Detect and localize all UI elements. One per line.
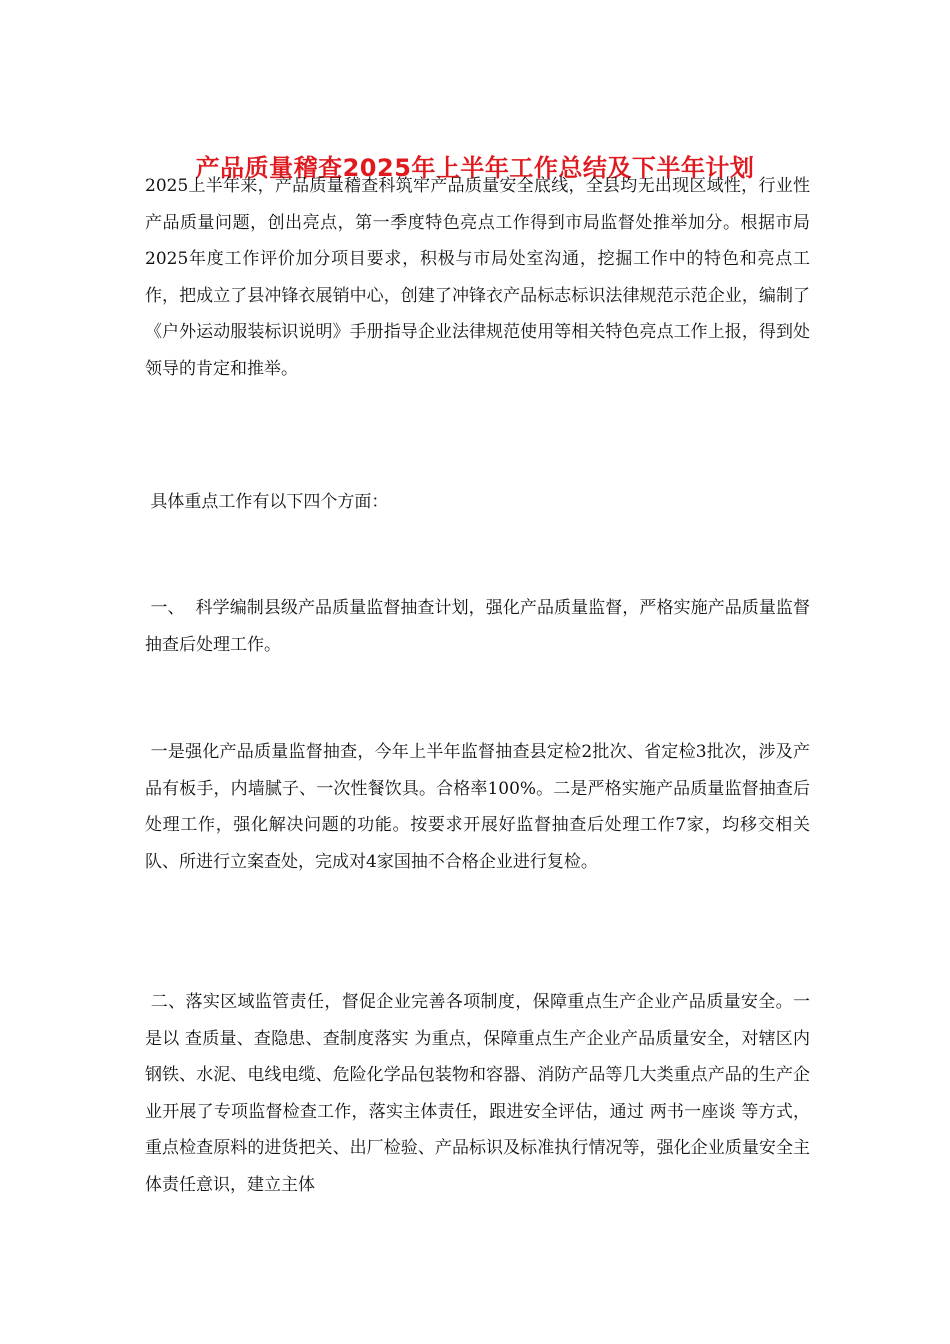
paragraph-intro: 2025上半年来，产品质量稽查科筑牢产品质量安全底线，全县均无出现区域性，行业性产品质量问题，创出亮点，第一季度特色亮点工作得到市局监督处推举加分。根据市局2025年度工作评价加分项目要求，积极与市局处室沟通，挖掘工作中的特色和亮点工作，把成立了县冲锋衣展销中心，创建了冲锋衣产品标志标识法律规范示范企业，编制了《户外运动服装标识说明》手册指导企业法律规范使用等相关特色亮点工作上报，得到处领导的肯定和推举。 bbox=[145, 176, 810, 379]
section-2-paragraph: 二、落实区域监管责任，督促企业完善各项制度，保障重点生产企业产品质量安全。一是以 查质量、查隐患、查制度落实 为重点，保障重点生产企业产品质量安全，对辖区内钢铁、水泥、电线电缆、危险化学品包装物和容器、消防产品等几大类重点产品的生产企业开展了专项监督检查工作，落实主体责任，跟进安全评估，通过 两书一座谈 等方式，重点检查原料的进货把关、出厂检验、产品标识及标准执行情况等，强化企业质量安全主体责任意识，建立主体 bbox=[145, 992, 810, 1195]
paragraph-key-aspects: 具体重点工作有以下四个方面： bbox=[145, 492, 389, 512]
document-title: 产品质量稽查2025年上半年工作总结及下半年计划 bbox=[195, 154, 755, 182]
section-1-body: 一是强化产品质量监督抽查，今年上半年监督抽查县定检2批次、省定检3批次，涉及产品有板手，内墙腻子、一次性餐饮具。合格率100%。二是严格实施产品质量监督抽查后处理工作，强化解决问题的功能。按要求开展好监督抽查后处理工作7家，均移交相关队、所进行立案查处，完成对4家国抽不合格企业进行复检。 bbox=[145, 742, 810, 872]
section-1-heading: 一、 科学编制县级产品质量监督抽查计划，强化产品质量监督，严格实施产品质量监督抽查后处理工作。 bbox=[145, 598, 811, 655]
